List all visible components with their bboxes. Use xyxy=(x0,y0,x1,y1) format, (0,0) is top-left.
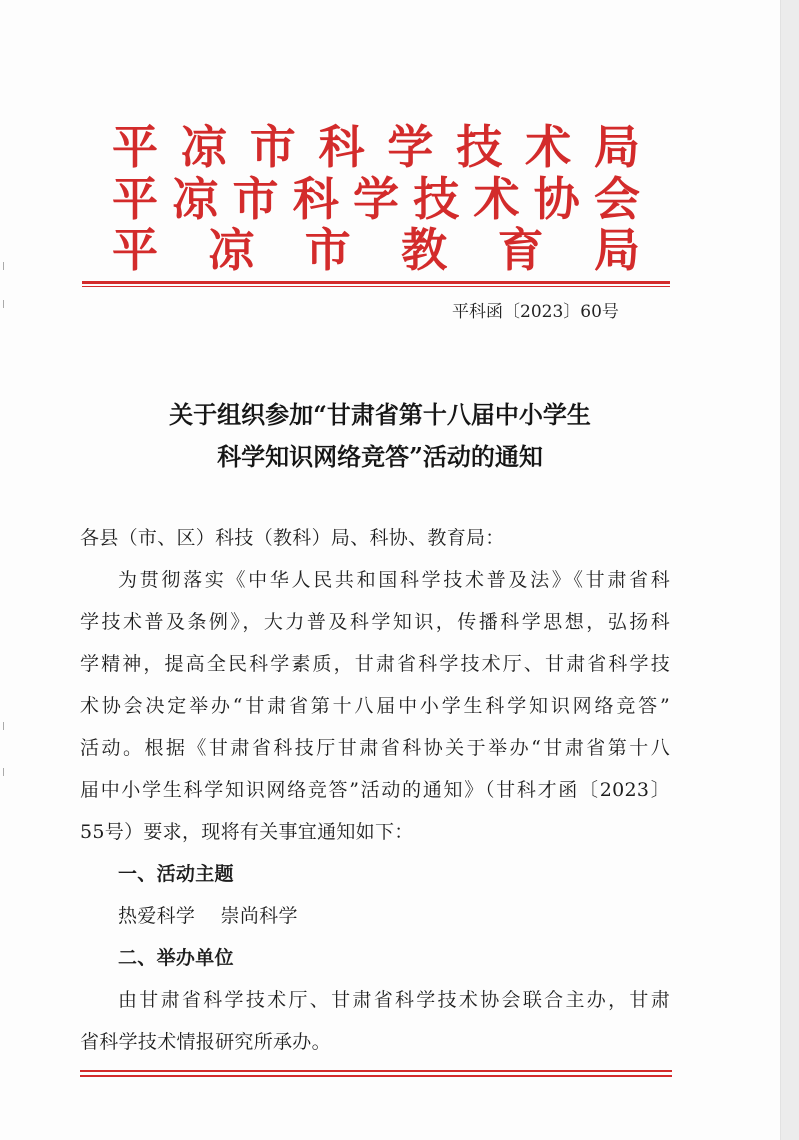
header-char: 科 xyxy=(292,172,339,226)
header-char: 学 xyxy=(387,120,434,174)
notice-title-line-1: 关于组织参加“甘肃省第十八届中小学生 xyxy=(169,400,591,429)
header-char: 局 xyxy=(593,120,640,174)
notice-title-line-2: 科学知识网络竞答”活动的通知 xyxy=(217,442,543,471)
scan-mark xyxy=(3,262,8,270)
scan-mark xyxy=(3,768,8,776)
header-char: 平 xyxy=(112,223,158,277)
header-char: 市 xyxy=(249,120,296,174)
header-organization-2 xyxy=(112,172,640,226)
header-char: 凉 xyxy=(180,120,227,174)
paragraph-line: 术协会决定举办“甘肃省第十八届中小学生科学知识网络竞答” xyxy=(80,695,670,717)
salutation: 各县（市、区）科技（教科）局、科协、教育局： xyxy=(80,527,505,549)
header-char: 局 xyxy=(593,223,640,277)
header-char: 教 xyxy=(401,223,448,277)
document-number: 平科函〔2023〕60号 xyxy=(452,302,619,322)
header-char: 平 xyxy=(112,120,158,174)
scan-mark xyxy=(3,300,8,308)
footer-rule-second xyxy=(80,1075,672,1077)
header-char: 市 xyxy=(304,223,351,277)
header-rule-thin xyxy=(82,286,670,287)
paragraph-line: 学技术普及条例》，大力普及科学知识，传播科学思想，弘扬科 xyxy=(80,611,670,633)
paragraph-line: 届中小学生科学知识网络竞答”活动的通知》（甘科才函〔2023〕 xyxy=(80,779,670,801)
header-organization-3 xyxy=(112,223,640,277)
header-char: 术 xyxy=(473,172,520,226)
header-char: 科 xyxy=(318,120,365,174)
header-char: 术 xyxy=(525,120,572,174)
header-char: 育 xyxy=(497,223,544,277)
header-char: 协 xyxy=(533,172,580,226)
header-rule xyxy=(82,281,670,284)
header-char: 凉 xyxy=(172,172,219,226)
section-heading-organizers: 二、举办单位 xyxy=(118,947,234,969)
paragraph-line: 活动。根据《甘肃省科技厅甘肃省科协关于举办“甘肃省第十八 xyxy=(80,737,670,759)
header-char: 学 xyxy=(353,172,399,226)
header-char: 平 xyxy=(112,172,158,226)
paragraph-line: 学精神，提高全民科学素质，甘肃省科学技术厅、甘肃省科学技 xyxy=(80,653,670,675)
paragraph-line: 55号）要求，现将有关事宜通知如下： xyxy=(80,821,414,843)
scan-mark xyxy=(3,722,8,730)
section-heading-theme: 一、活动主题 xyxy=(118,863,234,885)
viewer-edge xyxy=(780,0,799,1140)
header-char: 技 xyxy=(413,172,460,226)
header-char: 市 xyxy=(232,172,279,226)
paragraph-line: 省科学技术情报研究所承办。 xyxy=(80,1031,331,1053)
footer-rule xyxy=(80,1070,672,1072)
header-char: 凉 xyxy=(208,223,255,277)
header-char: 会 xyxy=(594,172,640,226)
paragraph-line: 为贯彻落实《中华人民共和国科学技术普及法》《甘肃省科 xyxy=(118,569,670,591)
header-organization-1 xyxy=(112,120,640,174)
header-char: 技 xyxy=(456,120,503,174)
paragraph-line: 由甘肃省科学技术厅、甘肃省科学技术协会联合主办，甘肃 xyxy=(118,989,670,1011)
section-theme-text: 热爱科学 崇尚科学 xyxy=(118,905,298,927)
